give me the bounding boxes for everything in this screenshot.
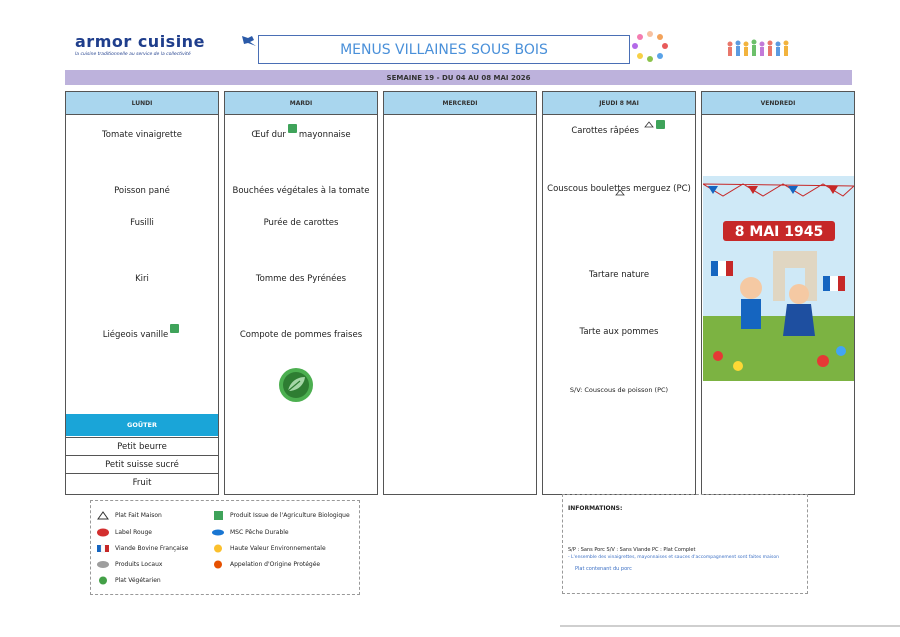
legend-entry bbox=[96, 560, 162, 569]
day-header: LUNDI bbox=[66, 92, 218, 115]
page-title: MENUS VILLAINES SOUS BOIS bbox=[258, 35, 630, 64]
aop-label-icon bbox=[211, 560, 225, 569]
victory-day-illustration bbox=[703, 176, 854, 381]
legend-entry bbox=[96, 544, 188, 553]
homemade-dish-icon bbox=[96, 511, 110, 520]
info-line: - L'ensemble des vinaigrettes, mayonnaises et sauces d'accompagnement sont faites maison bbox=[568, 555, 779, 560]
vegetarian-dish-icon bbox=[278, 367, 314, 403]
menu-item: Compote de pommes fraises bbox=[239, 330, 363, 340]
pushpin-icon bbox=[240, 34, 258, 48]
kids-circle-icon bbox=[630, 30, 670, 62]
menu-item: Œuf dur bbox=[251, 130, 286, 140]
legend-label: Label Rouge bbox=[115, 529, 152, 536]
day-header: MARDI bbox=[225, 92, 377, 115]
menu-item: Bouchées végétales à la tomate bbox=[232, 186, 370, 196]
label-rouge-icon bbox=[96, 528, 110, 537]
legend-entry bbox=[96, 511, 162, 520]
menu-item-with-label bbox=[543, 184, 695, 204]
organic-label-icon bbox=[288, 124, 297, 133]
brand-logo bbox=[75, 32, 245, 57]
substitute-item: S/V: Couscous de poisson (PC) bbox=[569, 386, 669, 394]
legend-box bbox=[90, 500, 360, 595]
organic-label-icon bbox=[656, 120, 665, 129]
brand-name: armor cuisine bbox=[75, 32, 205, 51]
divider bbox=[560, 625, 900, 627]
legend-label: Appelation d'Origine Protégée bbox=[230, 561, 321, 568]
menu-item: Carottes râpées bbox=[571, 126, 639, 136]
msc-fish-icon bbox=[211, 528, 225, 537]
menu-item: Tomate vinaigrette bbox=[102, 130, 182, 140]
gouter-item: Fruit bbox=[66, 473, 218, 491]
menu-item: Liégeois vanille bbox=[102, 330, 169, 340]
menu-item: Purée de carottes bbox=[263, 218, 339, 228]
homemade-dish-icon bbox=[615, 189, 625, 196]
legend-label: Viande Bovine Française bbox=[115, 545, 189, 552]
hve-label-icon bbox=[211, 544, 225, 553]
info-line: S/P : Sans Porc S/V : Sans Viande PC : Plat Complet bbox=[568, 547, 696, 553]
day-header: VENDREDI bbox=[702, 92, 854, 115]
menu-item-with-label bbox=[543, 126, 695, 136]
gouter-item: Petit beurre bbox=[66, 437, 218, 455]
legend-entry bbox=[96, 576, 161, 585]
information-box bbox=[562, 494, 808, 594]
menu-item: Kiri bbox=[135, 274, 149, 284]
legend-entry bbox=[211, 560, 320, 569]
day-column-tuesday bbox=[224, 91, 378, 495]
menu-item: Couscous boulettes merguez (PC) bbox=[547, 184, 691, 194]
gouter-header: GOÛTER bbox=[66, 414, 218, 436]
local-products-icon bbox=[96, 560, 110, 569]
vegetarian-dish-icon bbox=[96, 576, 110, 585]
info-line: Plat contenant du porc bbox=[575, 566, 632, 572]
illustration-title: 8 MAI 1945 bbox=[734, 224, 824, 240]
menu-item: Tomme des Pyrénées bbox=[255, 274, 347, 284]
day-header: MERCREDI bbox=[384, 92, 536, 115]
legend-label: Plat Fait Maison bbox=[115, 512, 162, 519]
menu-item: Fusilli bbox=[130, 218, 154, 228]
legend-entry bbox=[211, 511, 350, 520]
week-banner: SEMAINE 19 - DU 04 AU 08 MAI 2026 bbox=[65, 70, 852, 85]
day-header: JEUDI 8 MAI bbox=[543, 92, 695, 115]
menu-item: Tarte aux pommes bbox=[579, 327, 659, 337]
children-crowd-icon bbox=[725, 36, 795, 62]
info-title: INFORMATIONS: bbox=[568, 505, 623, 512]
legend-entry bbox=[211, 528, 289, 537]
menu-item: Poisson pané bbox=[114, 186, 170, 196]
legend-label: Haute Valeur Environnementale bbox=[230, 545, 326, 552]
menu-item: mayonnaise bbox=[298, 130, 351, 140]
menu-item: Tartare nature bbox=[588, 270, 650, 280]
french-beef-icon bbox=[96, 544, 110, 553]
day-column-monday bbox=[65, 91, 219, 495]
menu-item-with-label bbox=[225, 130, 377, 140]
menu-item-with-label bbox=[66, 330, 218, 340]
organic-label-icon bbox=[211, 511, 225, 520]
day-column-wednesday bbox=[383, 91, 537, 495]
organic-label-icon bbox=[170, 324, 179, 333]
gouter-item: Petit suisse sucré bbox=[66, 455, 218, 473]
brand-tagline: la cuisine traditionnelle au service de la collectivité bbox=[75, 52, 191, 57]
day-column-thursday bbox=[542, 91, 696, 495]
legend-label: MSC Pêche Durable bbox=[230, 529, 289, 536]
legend-label: Produits Locaux bbox=[115, 561, 163, 568]
homemade-dish-icon bbox=[644, 121, 654, 128]
legend-entry bbox=[211, 544, 326, 553]
legend-label: Plat Végétarien bbox=[115, 577, 161, 584]
legend-label: Produit Issue de l'Agriculture Biologique bbox=[230, 512, 350, 519]
legend-entry bbox=[96, 528, 152, 537]
